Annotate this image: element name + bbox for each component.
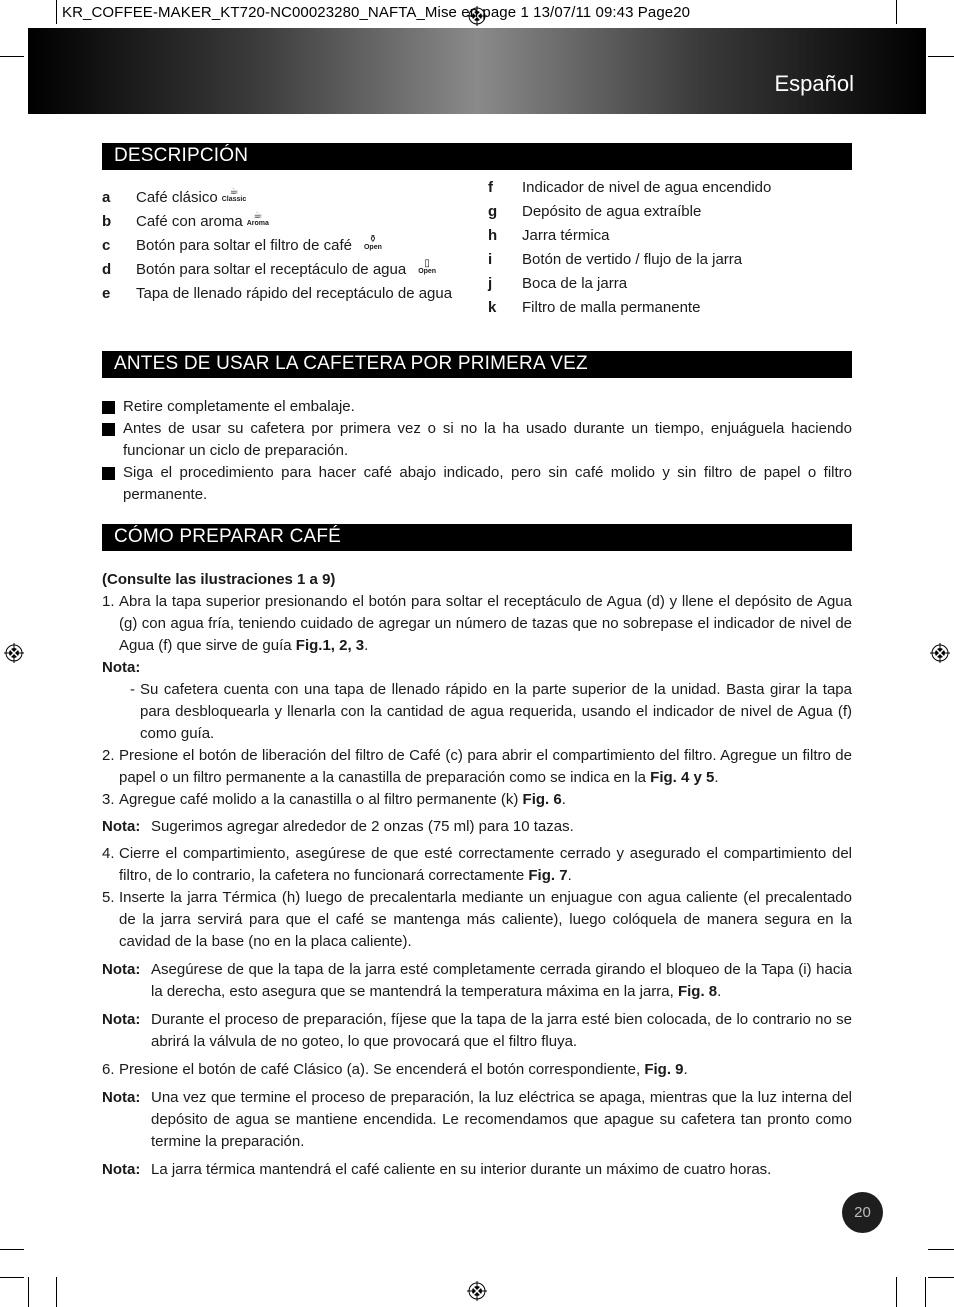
- nota-4: Nota: Durante el proceso de preparación, fíjese que la tapa de la jarra esté bien colocada, de lo contrario no se abrirá la válvula de no goteo, lo que provocará que el filtro fluya.: [102, 1011, 852, 1050]
- step-6: 6. Presione el botón de café Clásico (a). Se encenderá el botón correspondiente, Fig. 9.: [102, 1061, 688, 1078]
- crop-mark: [0, 1277, 24, 1278]
- item-letter: b: [102, 213, 112, 230]
- list-item: Siga el procedimiento para hacer café abajo indicado, pero sin café molido y sin filtro de papel o filtro permanente.: [102, 462, 852, 506]
- item-text: Boca de la jarra: [522, 275, 628, 292]
- crop-mark: [928, 1249, 954, 1250]
- list-item: [488, 296, 852, 320]
- item-letter: j: [488, 275, 493, 292]
- item-letter: k: [488, 299, 497, 316]
- nota-2: Nota: Sugerimos agregar alrededor de 2 onzas (75 ml) para 10 tazas.: [102, 818, 574, 835]
- crop-mark: [896, 1277, 897, 1307]
- crop-mark: [56, 1277, 57, 1307]
- crop-mark: [56, 0, 57, 24]
- item-letter: e: [102, 285, 111, 302]
- item-text: Tapa de llenado rápido del receptáculo de agua: [136, 285, 453, 302]
- parts-list-right: [488, 176, 852, 320]
- classic-coffee-icon: ☕ Classic: [221, 186, 247, 203]
- list-item: [488, 248, 852, 272]
- step-5: 5. Inserte la jarra Térmica (h) luego de precalentarla mediante un enjuague con agua caliente (el precalentado de la jarra servirá para que el café se mantenga más caliente), luego colóquela de manera segura en la cavidad de la base (no en la placa caliente).: [102, 889, 852, 950]
- bullet-square-icon: [102, 423, 115, 436]
- filter-open-icon: ⚱ Open: [363, 234, 382, 251]
- list-item: [102, 282, 466, 306]
- bullet-square-icon: [102, 467, 115, 480]
- list-item: [102, 258, 466, 282]
- nota-1: - Su cafetera cuenta con una tapa de llenado rápido en la parte superior de la unidad. Basta girar la tapa para desbloquearla y llenarla con la cantidad de agua requerida, usando el indicador de nivel de Agua (f) como guía.: [130, 681, 852, 742]
- section-heading-como: [102, 524, 852, 551]
- item-text: Filtro de malla permanente: [522, 299, 701, 316]
- bullet-square-icon: [102, 401, 115, 414]
- list-item: [102, 210, 466, 234]
- item-letter: g: [488, 203, 498, 220]
- step-2: 2. Presione el botón de liberación del filtro de Café (c) para abrir el compartimiento del filtro. Agregue un filtro de papel o un filtro permanente a la canastilla de preparación como se indica en la Fig. 4 y 5.: [102, 747, 852, 786]
- list-item: [102, 186, 466, 210]
- item-letter: h: [488, 227, 498, 244]
- intro-line: (Consulte las ilustraciones 1 a 9): [102, 571, 336, 588]
- header-banner: [28, 28, 926, 114]
- nota-heading: Nota:: [102, 659, 141, 676]
- section-title: ANTES DE USAR LA CAFETERA POR PRIMERA VEZ: [114, 353, 588, 374]
- item-letter: a: [102, 189, 111, 206]
- item-letter: d: [102, 261, 112, 278]
- crop-mark: [928, 56, 954, 57]
- crop-mark: [925, 1277, 926, 1307]
- item-text: Botón para soltar el filtro de café ⚱ Open: [136, 234, 382, 254]
- item-letter: f: [488, 179, 493, 196]
- list-item: Retire completamente el embalaje.: [102, 396, 852, 418]
- crop-mark: [0, 1249, 24, 1250]
- before-use-list: [102, 396, 852, 506]
- page-number: 20: [842, 1192, 883, 1233]
- item-text: Café clásico ☕ Classic: [136, 186, 247, 206]
- step-1: 1. Abra la tapa superior presionando el botón para soltar el receptáculo de Agua (d) y llene el depósito de Agua (g) con agua fría, teniendo cuidado de agregar un número de tazas que no sobrepase el indicador de nivel de Agua (f) que sirve de guía Fig.1, 2, 3.: [102, 593, 852, 654]
- registration-mark-icon: [930, 643, 950, 663]
- item-text: Depósito de agua extraíble: [522, 203, 702, 220]
- parts-list-left: [102, 186, 466, 306]
- item-text: Café con aroma ☕ Aroma: [136, 210, 269, 230]
- list-item: [102, 234, 466, 258]
- item-text: Botón de vertido / flujo de la jarra: [522, 251, 743, 268]
- aroma-coffee-icon: ☕ Aroma: [246, 210, 269, 227]
- list-item: [488, 176, 852, 200]
- nota-6: Nota: La jarra térmica mantendrá el café caliente en su interior durante un máximo de cuatro horas.: [102, 1161, 772, 1178]
- item-letter: i: [488, 251, 493, 268]
- print-slug: KR_COFFEE-MAKER_KT720-NC00023280_NAFTA_Mise en page 1 13/07/11 09:43 Page20: [62, 4, 691, 21]
- item-text: Indicador de nivel de agua encendido: [522, 179, 772, 196]
- item-text: Botón para soltar el receptáculo de agua ▯ Open: [136, 258, 437, 278]
- nota-3: Nota: Asegúrese de que la tapa de la jarra esté completamente cerrada girando el bloqueo de la Tapa (i) hacia la derecha, esto asegura que se mantendrá la temperatura máxima en la jarra, Fig. 8.: [102, 961, 852, 1000]
- section-heading-antes: [102, 351, 852, 378]
- list-item: [488, 272, 852, 296]
- step-3: 3. Agregue café molido a la canastilla o al filtro permanente (k) Fig. 6.: [102, 791, 566, 808]
- crop-mark: [28, 1277, 29, 1307]
- language-label: Español: [774, 71, 854, 96]
- step-4: 4. Cierre el compartimiento, asegúrese de que esté correctamente cerrado y asegurado el compartimiento del filtro, de lo contrario, la cafetera no funcionará correctamente Fig. 7.: [102, 845, 852, 884]
- section-title: DESCRIPCIÓN: [114, 145, 249, 166]
- nota-5: Nota: Una vez que termine el proceso de preparación, la luz eléctrica se apaga, mientras que la luz interna del depósito de agua se mantiene encendida. Le recomendamos que apague su cafetera tan pronto como termine la preparación.: [102, 1089, 852, 1150]
- list-item: [488, 224, 852, 248]
- registration-mark-icon: [4, 643, 24, 663]
- section-heading-descripcion: [102, 143, 852, 170]
- crop-mark: [928, 1277, 954, 1278]
- item-letter: c: [102, 237, 111, 254]
- item-text: Jarra térmica: [522, 227, 610, 244]
- water-tank-open-icon: ▯ Open: [418, 258, 437, 275]
- howto-body: [102, 569, 852, 1181]
- crop-mark: [896, 0, 897, 24]
- list-item: Antes de usar su cafetera por primera vez o si no la ha usado durante un tiempo, enjuáguela haciendo funcionar un ciclo de preparación.: [102, 418, 852, 462]
- section-title: CÓMO PREPARAR CAFÉ: [114, 526, 342, 547]
- registration-mark-icon: [467, 1281, 487, 1301]
- list-item: [488, 200, 852, 224]
- crop-mark: [0, 56, 24, 57]
